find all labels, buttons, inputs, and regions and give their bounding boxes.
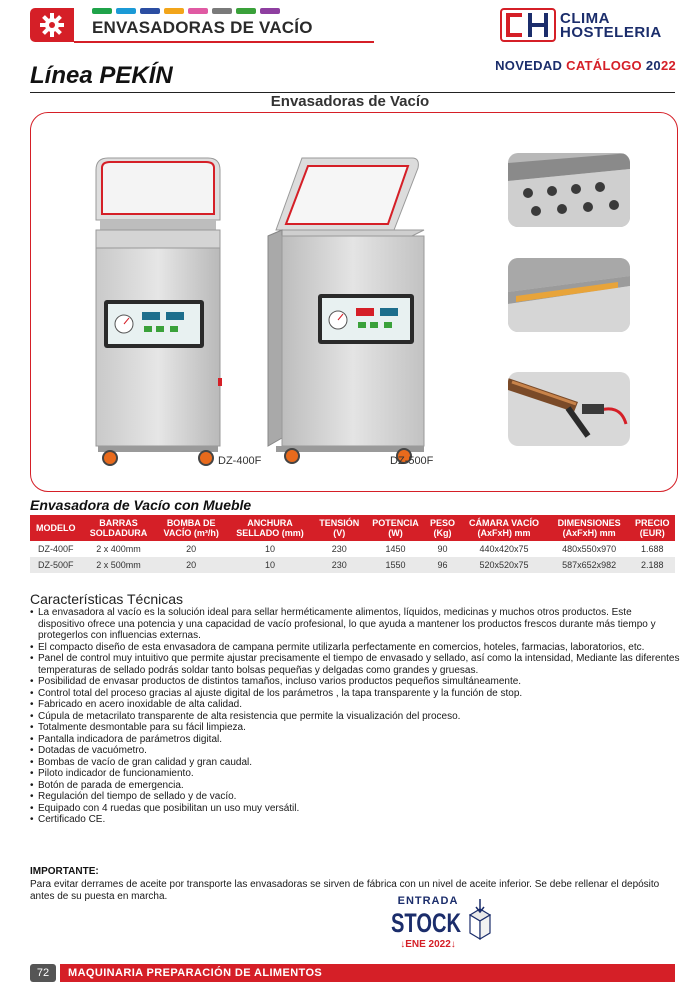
spec-table-cell: DZ-400F [30, 541, 82, 557]
feature-item: • Dotadas de vacuómetro. [30, 745, 680, 757]
spec-table-header-line: (EUR) [639, 528, 665, 538]
spec-table-header-line: ANCHURA [247, 518, 293, 528]
catalog-badge-prefix: NOVEDAD [495, 58, 567, 73]
spec-table-cell: 520x520x75 [459, 557, 548, 573]
feature-item: • Bombas de vacío de gran calidad y gran caudal. [30, 757, 680, 769]
spec-table-header-line: VACÍO (m³/h) [163, 528, 219, 538]
spec-table-header-cell [313, 515, 365, 541]
spec-table-header-line: BOMBA DE [166, 518, 216, 528]
product-photo-dz400f [86, 150, 226, 468]
category-color-tab [212, 8, 232, 14]
spec-table-header-cell [630, 515, 675, 541]
category-color-tab [92, 8, 112, 14]
footer-section-label: MAQUINARIA PREPARACIÓN DE ALIMENTOS [60, 964, 675, 982]
spec-table-cell: 90 [426, 541, 460, 557]
feature-item: • Certificado CE. [30, 814, 680, 826]
category-title: ENVASADORAS DE VACÍO [92, 18, 313, 37]
feature-item: • Regulación del tiempo de sellado y de vacío. [30, 791, 680, 803]
svg-text:↓ENE 2022↓: ↓ENE 2022↓ [400, 939, 456, 950]
spec-table-header-cell [365, 515, 425, 541]
page-footer [30, 964, 675, 982]
spec-table-row [30, 541, 675, 557]
spec-table-header-line: (AxFxH) mm [477, 528, 531, 538]
spec-table-cell: 2 x 500mm [82, 557, 156, 573]
brand-logo [500, 6, 680, 46]
features-list [30, 607, 680, 826]
spec-table-cell: 2 x 400mm [82, 541, 156, 557]
catalog-badge-year-b: 22 [660, 58, 676, 73]
svg-text:ENTRADA: ENTRADA [397, 895, 459, 907]
category-color-tab [140, 8, 160, 14]
spec-table-cell: 20 [156, 541, 227, 557]
category-color-tab [236, 8, 256, 14]
spec-table-header-row [30, 515, 675, 541]
detail-photo-sealing-bar [508, 258, 630, 332]
feature-item: • El compacto diseño de esta envasadora de campana permite utilizarla perfectamente en comercios, hoteles, farmacias, laboratorios, etc. [30, 642, 680, 654]
spec-table-header-cell [426, 515, 460, 541]
importante-text: Para evitar derrames de aceite por transporte las envasadoras se sirven de fábrica con un nivel de aceite inferior. Se debe rellenar el depósito antes de su puesta en marcha. [30, 879, 660, 902]
feature-item: • La envasadora al vacío es la solución ideal para sellar herméticamente alimentos, líquidos, medicinas y muchos otros productos. Este dispositivo ofrece una potencia y una capacidad de vacío profesional, lo que ayuda a mantener los productos frescos durante más tiempo y protegerlos con influencias externas. [30, 607, 680, 642]
spec-table-header-line: (Kg) [433, 528, 452, 538]
spec-table-header-line: CÁMARA VACÍO [468, 518, 539, 528]
catalog-badge [495, 58, 676, 73]
spec-table-cell: 96 [426, 557, 460, 573]
detail-photo-chamber-plate [508, 153, 630, 227]
spec-table-cell: 440x420x75 [459, 541, 548, 557]
feature-item: • Totalmente desmontable para su fácil limpieza. [30, 722, 680, 734]
catalog-badge-year-a: 20 [641, 58, 661, 73]
spec-table-header-cell [549, 515, 630, 541]
spec-table-header-line: TENSIÓN [319, 518, 360, 528]
spec-table-header-cell [227, 515, 313, 541]
feature-item: • Posibilidad de envasar productos de distintos tamaños, incluso varios productos pequeños simultáneamente. [30, 676, 680, 688]
spec-table-cell: 10 [227, 541, 313, 557]
feature-item: • Control total del proceso gracias al ajuste digital de los parámetros , la tapa transparente y la función de stop. [30, 688, 680, 700]
feature-item: • Equipado con 4 ruedas que posibilitan un uso muy versátil. [30, 803, 680, 815]
category-badge [30, 8, 74, 42]
spec-table-cell: 587x652x982 [549, 557, 630, 573]
importante-label: IMPORTANTE: [30, 866, 99, 877]
spec-table-header-cell [82, 515, 156, 541]
spec-table [30, 515, 675, 573]
spec-table-cell: 2.188 [630, 557, 675, 573]
header-bar [30, 8, 340, 42]
product-line-title: Línea PEKÍN [30, 62, 173, 89]
feature-item: • Fabricado en acero inoxidable de alta calidad. [30, 699, 680, 711]
brand-name-line-2: HOSTELERIA [560, 24, 662, 41]
caption-dz500f: DZ-500F [390, 455, 434, 467]
spec-table-header-line: (V) [333, 528, 346, 538]
spec-table-header-line: DIMENSIONES [557, 518, 621, 528]
spec-table-header-line: PRECIO [635, 518, 670, 528]
spec-table-header-line: PESO [429, 518, 455, 528]
spec-table-header-line: POTENCIA [372, 518, 419, 528]
brand-name-line-1: CLIMA [560, 10, 610, 27]
svg-text:STOCK: STOCK [391, 908, 462, 938]
category-color-tabs [92, 8, 280, 14]
spec-table-header-line: (AxFxH) mm [562, 528, 616, 538]
gear-icon [39, 12, 65, 38]
spec-table-cell: 230 [313, 541, 365, 557]
category-color-tab [116, 8, 136, 14]
spec-table-header-line: SOLDADURA [89, 528, 148, 538]
spec-table-header-cell [30, 515, 82, 541]
spec-table-header-line: (W) [388, 528, 403, 538]
feature-item: • Pantalla indicadora de parámetros digital. [30, 734, 680, 746]
feature-item: • Piloto indicador de funcionamiento. [30, 768, 680, 780]
detail-photo-seal-close-up [508, 372, 630, 446]
spec-table-cell: 1450 [365, 541, 425, 557]
brand-mark-icon [500, 8, 556, 42]
spec-table-cell: 1.688 [630, 541, 675, 557]
feature-item: • Botón de parada de emergencia. [30, 780, 680, 792]
table-title: Envasadora de Vacío con Mueble [30, 497, 252, 513]
category-color-tab [260, 8, 280, 14]
spec-table-cell: 20 [156, 557, 227, 573]
spec-table-header-line: MODELO [36, 523, 76, 533]
spec-table-header-line: BARRAS [99, 518, 138, 528]
spec-table-cell: 1550 [365, 557, 425, 573]
stock-arrival-logo [384, 893, 494, 953]
caption-dz400f: DZ-400F [218, 455, 262, 467]
spec-table-cell: 230 [313, 557, 365, 573]
category-color-tab [188, 8, 208, 14]
spec-table-cell: 10 [227, 557, 313, 573]
spec-table-cell: DZ-500F [30, 557, 82, 573]
feature-item: • Cúpula de metacrilato transparente de alta resistencia que permite la visualización del proceso. [30, 711, 680, 723]
spec-table-header-cell [156, 515, 227, 541]
spec-table-header-line: SELLADO (mm) [236, 528, 304, 538]
catalog-badge-highlight: CATÁLOGO [566, 58, 642, 73]
header-underline [74, 41, 374, 43]
section-title: Envasadoras de Vacío [270, 93, 430, 110]
feature-item: • Panel de control muy intuitivo que permite ajustar precisamente el tiempo de envasado y sellado, así como la intensidad, Mediante las diferentes temperaturas de sellado podrás soldar tanto bolsas pequeñas y delgadas como grandes y gruesas. [30, 653, 680, 676]
product-photo-dz500f [262, 150, 430, 468]
spec-table-cell: 480x550x970 [549, 541, 630, 557]
features-title: Características Técnicas [30, 591, 184, 607]
category-color-tab [164, 8, 184, 14]
spec-table-row [30, 557, 675, 573]
spec-table-header-cell [459, 515, 548, 541]
page-number: 72 [30, 964, 56, 982]
